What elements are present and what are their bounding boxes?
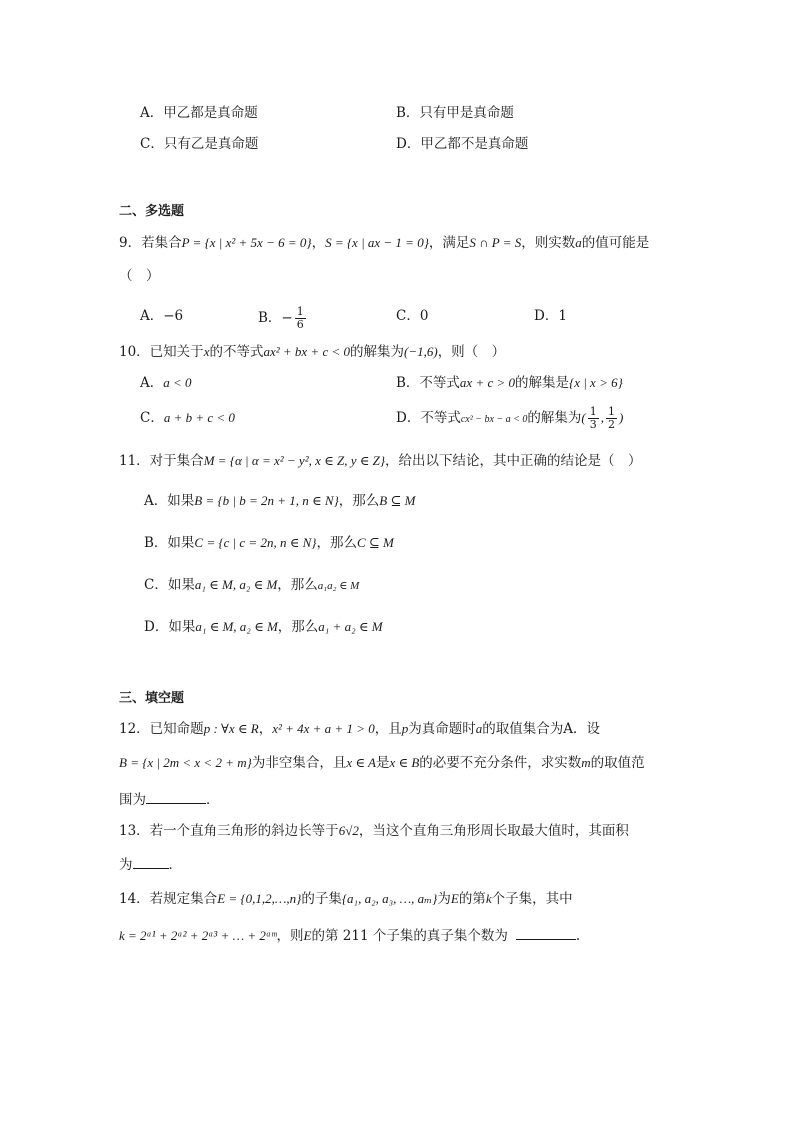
q13-l2-prefix: 为 xyxy=(119,857,133,873)
q11-b-mid: ，那么 xyxy=(316,535,357,551)
q14-e: E xyxy=(450,891,459,906)
q11-option-c xyxy=(144,575,359,596)
q14-subset: {a₁, a₂, a₃, …, aₘ} xyxy=(341,891,438,906)
q12-cond2: x ∈ B xyxy=(389,755,420,770)
q14-prefix: 14．若规定集合 xyxy=(119,891,218,907)
q10-d-mid: 的解集为 xyxy=(527,410,582,426)
q9-option-d: D．1 xyxy=(534,308,567,324)
q12-m: m xyxy=(581,755,591,770)
q12-proposition: p : ∀x ∈ R xyxy=(203,721,259,736)
q10-d-open: ( xyxy=(581,410,586,425)
q14-answer-blank[interactable] xyxy=(516,925,576,940)
q9-set-s: S = {x | ax − 1 = 0} xyxy=(325,235,429,250)
section-fill-blank-title: 三、填空题 xyxy=(119,691,185,706)
q11-option-d xyxy=(144,617,383,637)
q12-p: p xyxy=(401,721,409,736)
q10-inequality: ax² + bx + c < 0 xyxy=(263,344,350,359)
q10-option-b xyxy=(396,373,623,393)
q9-option-b-fraction xyxy=(295,306,306,331)
q12-set-b: B = {x | 2m < x < 2 + m} xyxy=(119,755,252,770)
q11-d-math: a₁ ∈ M, a₂ ∈ M xyxy=(195,619,278,634)
q10-prefix: 10．已知关于 xyxy=(119,344,204,360)
q8-option-a: A．甲乙都是真命题 xyxy=(140,105,258,121)
q14-mid2: 为 xyxy=(437,891,451,907)
q11-d-label: D．如果 xyxy=(144,619,196,635)
q10-d-num1: 1 xyxy=(589,405,597,418)
q11-d-mid: ，那么 xyxy=(277,619,319,635)
q10-b-set: {x | x > 6} xyxy=(569,375,623,390)
q9-condition: S ∩ P = S xyxy=(469,235,522,250)
q11-option-b xyxy=(144,533,394,553)
q13-answer-blank[interactable] xyxy=(133,854,169,869)
q11-d-conclusion: a₁ + a₂ ∈ M xyxy=(318,619,383,634)
q11-option-a xyxy=(144,491,415,511)
q13-line-1 xyxy=(119,821,629,841)
q10-d-close: ) xyxy=(618,410,624,425)
q12-l3-prefix: 围为 xyxy=(119,792,146,808)
q11-prefix: 11．对于集合 xyxy=(119,453,204,469)
q12-cond1: x ∈ A xyxy=(346,755,376,770)
q14-l2-end: . xyxy=(575,928,581,944)
section-multi-choice-title: 二、多选题 xyxy=(119,204,185,219)
q9-option-b xyxy=(258,306,308,331)
q11-a-label: A．如果 xyxy=(144,493,195,509)
q10-d-frac2 xyxy=(606,406,617,431)
q10-option-d xyxy=(396,404,623,434)
q14-k: k xyxy=(485,891,492,906)
q10-d-math: cx² − bx − a < 0 xyxy=(460,414,528,425)
q10-option-c xyxy=(140,408,235,428)
q13-prefix: 13．若一个直角三角形的斜边长等于 xyxy=(119,823,339,839)
q10-a-math: a < 0 xyxy=(163,375,192,390)
q9-option-a: A．−6 xyxy=(140,308,184,324)
q13-l2-tail: ． xyxy=(168,857,182,873)
q12-prefix: 12．已知命题 xyxy=(119,721,204,737)
q10-d-den1: 3 xyxy=(589,418,597,431)
q10-interval: (−1,6) xyxy=(404,344,438,359)
q12-a: a xyxy=(475,721,483,736)
q12-tail: 的取值集合为A．设 xyxy=(482,721,600,737)
q12-sep: ， xyxy=(258,721,273,737)
q14-line-2 xyxy=(119,925,580,946)
q11-stem xyxy=(119,451,642,471)
q12-inequality: x² + 4x + a + 1 > 0 xyxy=(272,721,375,736)
q10-stem xyxy=(119,342,505,362)
q14-mid: 的子集 xyxy=(301,891,342,907)
q10-d-label: D．不等式 xyxy=(396,410,461,426)
q14-l2-e: E xyxy=(303,928,312,943)
q12-l2-tail: 的取值范 xyxy=(590,755,645,771)
q11-c-conclusion: a₁a₂ ∈ M xyxy=(317,580,360,592)
q11-c-label: C．如果 xyxy=(144,577,195,593)
q14-tail: 个子集，其中 xyxy=(491,891,573,907)
q8-option-b: B．只有甲是真命题 xyxy=(396,105,514,121)
q10-d-num2: 1 xyxy=(607,405,615,418)
q14-k-formula: k = 2ᵃ¹ + 2ᵃ² + 2ᵃ³ + … + 2ᵃᵐ xyxy=(119,928,277,943)
q11-tail: ，给出以下结论，其中正确的结论是（ ） xyxy=(385,453,642,469)
q10-c-math: a + b + c < 0 xyxy=(163,410,235,425)
q12-mid: ，且 xyxy=(374,721,402,737)
q14-line-1 xyxy=(119,889,573,909)
q11-a-math: B = {b | b = 2n + 1, n ∈ N} xyxy=(194,493,339,508)
q9-b-numerator: 1 xyxy=(296,305,304,318)
q9-option-b-label: B．− xyxy=(258,310,293,326)
q11-a-mid: ，那么 xyxy=(338,493,380,509)
q12-mid2: 为真命题时 xyxy=(408,721,476,737)
q13-line-2 xyxy=(119,854,182,875)
q10-var: x xyxy=(203,344,210,359)
q9-mid: ，满足 xyxy=(428,235,470,251)
q8-option-c: C．只有乙是真命题 xyxy=(140,136,259,152)
q12-line-3 xyxy=(119,789,220,810)
q10-c-label: C． xyxy=(140,410,164,426)
q10-b-math: ax + c > 0 xyxy=(459,375,516,390)
q11-b-label: B．如果 xyxy=(144,535,195,551)
q13-tail: ，当这个直角三角形周长取最大值时，其面积 xyxy=(358,823,629,839)
q9-paren: （ ） xyxy=(119,268,160,284)
q12-answer-blank[interactable] xyxy=(146,789,206,804)
q9-tail2: 的值可能是 xyxy=(581,235,650,251)
q14-mid3: 的第 xyxy=(458,891,486,907)
q10-d-den2: 2 xyxy=(607,418,615,431)
q10-b-label: B．不等式 xyxy=(396,375,460,391)
q12-l2-mid2: 是 xyxy=(375,755,390,771)
q9-stem xyxy=(119,233,649,253)
q14-l2-mid: ，则 xyxy=(276,928,304,944)
q10-mid2: 的解集为 xyxy=(350,344,404,360)
q11-c-mid: ，那么 xyxy=(277,577,318,593)
q12-line-2 xyxy=(119,753,645,773)
q14-set-e: E = {0,1,2,…,n} xyxy=(217,891,302,906)
q9-sep: ， xyxy=(311,235,326,251)
q12-l2-mid3: 的必要不充分条件，求实数 xyxy=(419,755,582,771)
q11-b-conclusion: C ⊆ M xyxy=(356,535,394,550)
q13-hypotenuse: 6√2 xyxy=(338,823,359,838)
q11-b-math: C = {c | c = 2n, n ∈ N} xyxy=(194,535,317,550)
q11-set-m: M = {α | α = x² − y², x ∈ Z, y ∈ Z} xyxy=(203,453,386,468)
q9-set-p: P = {x | x² + 5x − 6 = 0} xyxy=(181,235,312,250)
q9-prefix: 9．若集合 xyxy=(119,235,182,251)
q9-var: a xyxy=(575,235,582,250)
q10-option-a xyxy=(140,373,192,393)
q10-d-frac1 xyxy=(588,406,599,431)
q10-a-label: A． xyxy=(140,375,164,391)
q9-b-denominator: 6 xyxy=(296,318,304,331)
q12-line-1 xyxy=(119,719,600,739)
q10-tail: ，则（ ） xyxy=(437,344,506,360)
q14-l2-tail: 的第 211 个子集的真子集个数为 xyxy=(311,928,508,944)
q8-option-d: D．甲乙都不是真命题 xyxy=(396,136,529,152)
q10-d-comma: , xyxy=(600,410,604,425)
q11-c-math: a₁ ∈ M, a₂ ∈ M xyxy=(194,577,278,592)
q10-mid: 的不等式 xyxy=(209,344,264,360)
q11-a-conclusion: B ⊆ M xyxy=(379,493,416,508)
q9-option-c: C．0 xyxy=(396,308,429,324)
q12-l2-mid: 为非空集合，且 xyxy=(251,755,347,771)
q12-l3-tail: ． xyxy=(206,792,220,808)
q10-b-mid: 的解集是 xyxy=(515,375,570,391)
q9-tail1: ，则实数 xyxy=(521,235,576,251)
